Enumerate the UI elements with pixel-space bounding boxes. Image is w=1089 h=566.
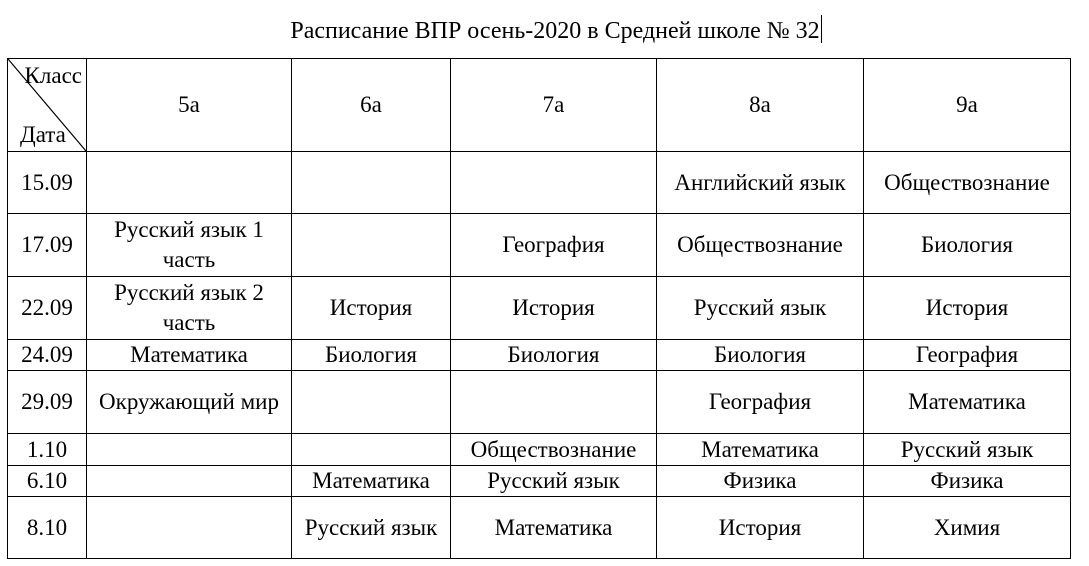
subject-cell: Обществознание [864, 152, 1071, 214]
subject-cell: Математика [292, 466, 451, 497]
page-title: Расписание ВПР осень-2020 в Средней школе № 32 [0, 14, 1089, 48]
schedule-table [7, 58, 1071, 559]
subject-cell: Физика [864, 466, 1071, 497]
subject-cell: Обществознание [451, 434, 657, 466]
subject-cell: Химия [864, 497, 1071, 559]
header-row [8, 59, 1071, 152]
subject-cell [292, 152, 451, 214]
table-row [8, 466, 1071, 497]
subject-cell: Русский язык [292, 497, 451, 559]
subject-cell [451, 371, 657, 434]
class-header: 6а [292, 59, 451, 152]
subject-cell: Русский язык 2 часть [87, 277, 292, 340]
subject-cell: Математика [451, 497, 657, 559]
table-row [8, 340, 1071, 371]
subject-cell: Биология [451, 340, 657, 371]
subject-cell: Биология [864, 214, 1071, 277]
subject-cell: Английский язык [657, 152, 864, 214]
subject-cell: Биология [292, 340, 451, 371]
subject-cell [292, 434, 451, 466]
subject-cell: География [657, 371, 864, 434]
subject-cell: Русский язык [864, 434, 1071, 466]
subject-cell: Русский язык [451, 466, 657, 497]
subject-cell [292, 371, 451, 434]
subject-cell: География [864, 340, 1071, 371]
subject-cell: Окружающий мир [87, 371, 292, 434]
class-header: 5а [87, 59, 292, 152]
subject-cell: География [451, 214, 657, 277]
date-cell: 22.09 [8, 277, 87, 340]
subject-cell: Математика [657, 434, 864, 466]
corner-date-label: Дата [20, 122, 66, 147]
table-row [8, 434, 1071, 466]
subject-cell: Математика [87, 340, 292, 371]
subject-cell: Биология [657, 340, 864, 371]
subject-cell [292, 214, 451, 277]
corner-class-label: Класс [24, 63, 82, 88]
subject-cell: История [864, 277, 1071, 340]
table-row [8, 497, 1071, 559]
corner-cell [8, 59, 87, 152]
date-cell: 17.09 [8, 214, 87, 277]
subject-cell: Обществознание [657, 214, 864, 277]
subject-cell: Русский язык 1 часть [87, 214, 292, 277]
class-header: 7а [451, 59, 657, 152]
subject-cell [87, 466, 292, 497]
table-row [8, 371, 1071, 434]
subject-cell: История [451, 277, 657, 340]
date-cell: 15.09 [8, 152, 87, 214]
subject-cell [451, 152, 657, 214]
date-cell: 1.10 [8, 434, 87, 466]
date-cell: 24.09 [8, 340, 87, 371]
table-row [8, 277, 1071, 340]
class-header: 9а [864, 59, 1071, 152]
subject-cell: Русский язык [657, 277, 864, 340]
subject-cell: Физика [657, 466, 864, 497]
subject-cell: История [657, 497, 864, 559]
date-cell: 8.10 [8, 497, 87, 559]
table-row [8, 152, 1071, 214]
subject-cell: История [292, 277, 451, 340]
subject-cell [87, 497, 292, 559]
table-row [8, 214, 1071, 277]
subject-cell: Математика [864, 371, 1071, 434]
text-cursor [821, 15, 822, 43]
subject-cell [87, 434, 292, 466]
subject-cell [87, 152, 292, 214]
class-header: 8а [657, 59, 864, 152]
date-cell: 29.09 [8, 371, 87, 434]
date-cell: 6.10 [8, 466, 87, 497]
